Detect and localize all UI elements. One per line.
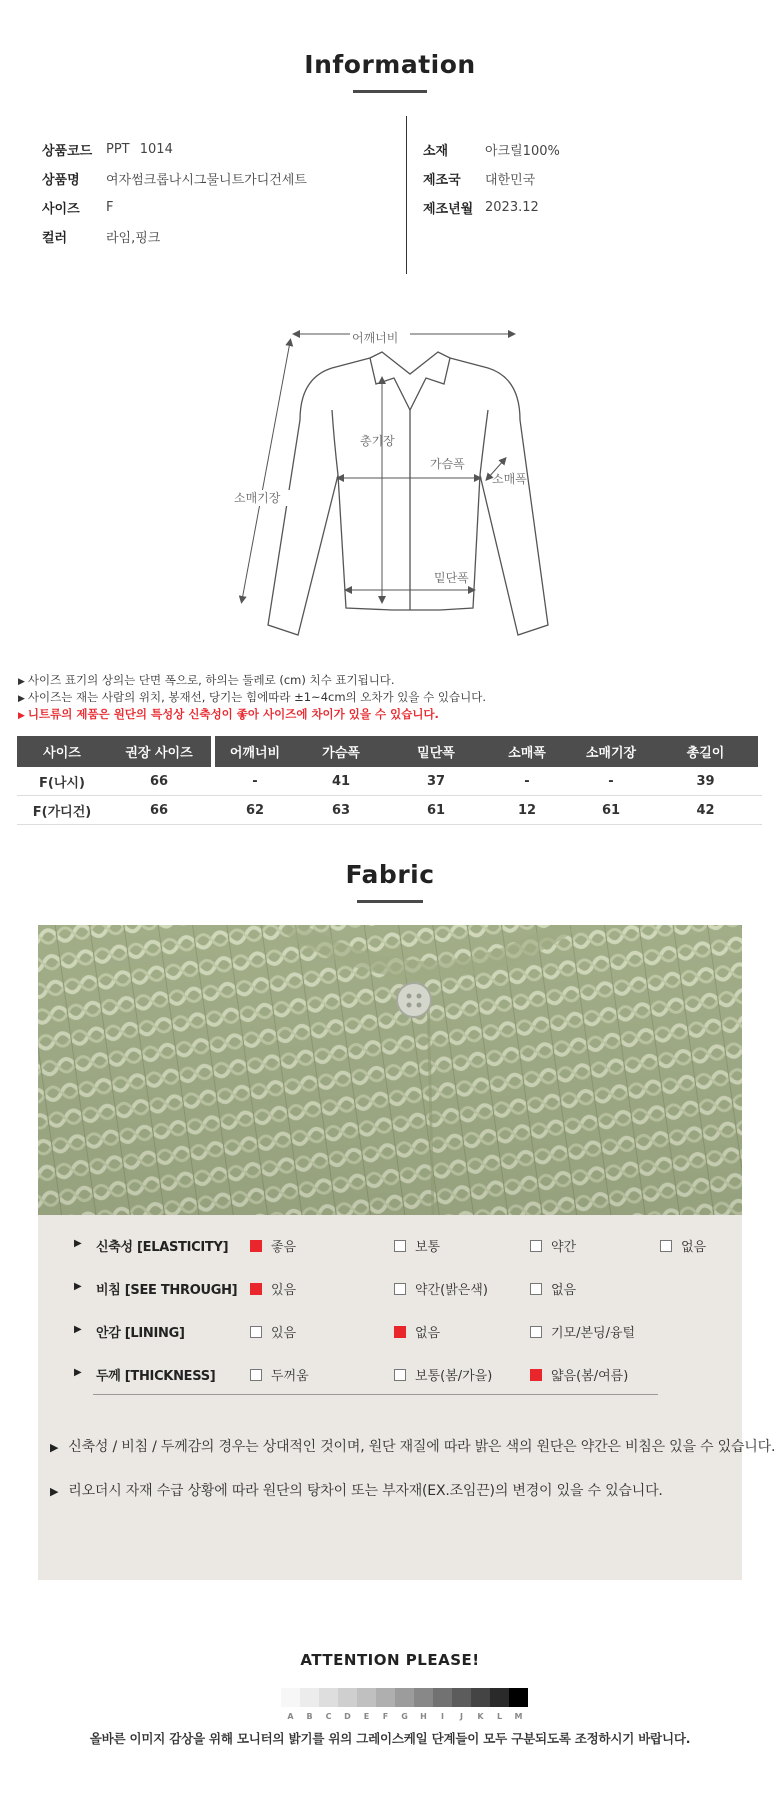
checkbox-checked: [530, 1369, 542, 1381]
label-sleeve-width: 소매폭: [492, 472, 527, 486]
fabric-knit-photo: [38, 925, 742, 1215]
label-total-length: 총기장: [360, 434, 395, 448]
info-row-size: [42, 193, 307, 222]
size-table: [17, 736, 762, 825]
grayscale-label: J: [460, 1712, 463, 1721]
grayscale-swatch: [433, 1688, 452, 1707]
fabric-option: [250, 1322, 296, 1341]
fabric-row-elasticity: [38, 1235, 742, 1255]
grayscale-labels: [281, 1712, 528, 1721]
checkbox-checked: [394, 1326, 406, 1338]
arrow-right-icon: ▶: [18, 711, 25, 721]
info-row-country: [423, 164, 560, 193]
triangle-right-icon: ▶: [74, 1281, 82, 1292]
fabric-option-label: 없음: [415, 1326, 441, 1341]
fabric-divider: [93, 1394, 658, 1395]
info-row-material: [423, 135, 560, 164]
info-value: 여자썸크롭나시그물니트가디건세트: [106, 173, 307, 188]
info-row-code: [42, 135, 307, 164]
info-value: 아크릴100%: [485, 144, 560, 159]
grayscale-label: B: [306, 1712, 313, 1721]
triangle-right-icon: ▶: [50, 1441, 59, 1454]
info-divider: [406, 116, 407, 274]
grayscale-swatch: [490, 1688, 509, 1707]
checkbox-checked: [250, 1283, 262, 1295]
triangle-right-icon: ▶: [50, 1485, 59, 1498]
size-note: [18, 689, 486, 706]
cardigan-outline-illustration: [230, 300, 560, 645]
triangle-right-icon: ▶: [74, 1238, 82, 1249]
label-hem: 밑단폭: [434, 571, 469, 585]
fabric-option-label: 기모/본딩/융털: [551, 1326, 636, 1341]
arrow-right-icon: ▶: [18, 677, 25, 687]
fabric-knit-texture: [38, 925, 742, 1215]
table-cell: 63: [331, 802, 351, 818]
grayscale-label: K: [477, 1712, 484, 1721]
fabric-option-label: 보통(봄/가을): [415, 1369, 493, 1384]
grayscale-swatch: [452, 1688, 471, 1707]
fabric-row-label: 안감 [LINING]: [96, 1326, 185, 1341]
fabric-option: [250, 1279, 296, 1298]
grayscale-swatch: [471, 1688, 490, 1707]
fabric-option-label: 얇음(봄/여름): [551, 1369, 629, 1384]
fabric-option: [394, 1365, 492, 1384]
size-note-text: 사이즈는 재는 사람의 위치, 봉재선, 당기는 힘에따라 ±1~4cm의 오차가 있을 수 있습니다.: [27, 690, 487, 704]
table-cell: F(나시): [39, 775, 85, 791]
grayscale-label: C: [325, 1712, 332, 1721]
column-header: 가슴폭: [295, 736, 387, 767]
grayscale-label: I: [441, 1712, 444, 1721]
info-key: 소재: [423, 144, 449, 159]
grayscale-bar: [281, 1688, 528, 1707]
grayscale-swatch: [281, 1688, 300, 1707]
checkbox-unchecked: [530, 1283, 542, 1295]
checkbox-unchecked: [530, 1326, 542, 1338]
information-title-underline: [353, 90, 427, 93]
table-cell: 66: [149, 802, 169, 818]
attention-note: 올바른 이미지 감상을 위해 모니터의 밝기를 위의 그레이스케일 단계들이 모두 구분되도록 조정하시기 바랍니다.: [89, 1731, 691, 1746]
grayscale-swatch: [509, 1688, 528, 1707]
grayscale-swatch: [395, 1688, 414, 1707]
grayscale-label: E: [363, 1712, 370, 1721]
fabric-option-label: 없음: [551, 1283, 577, 1298]
table-cell: -: [252, 773, 258, 789]
table-cell: 39: [696, 773, 715, 789]
fabric-note-text: 신축성 / 비침 / 두께감의 경우는 상대적인 것이며, 원단 재질에 따라 밝은 색의 원단은 약간은 비침은 있을 수 있습니다.: [68, 1439, 776, 1455]
grayscale-swatch: [357, 1688, 376, 1707]
grayscale-label: A: [287, 1712, 294, 1721]
size-note-text: 사이즈 표기의 상의는 단면 폭으로, 하의는 둘레로 (cm) 치수 표기됩니다.: [27, 673, 395, 687]
fabric-option: [530, 1365, 628, 1384]
checkbox-unchecked: [394, 1283, 406, 1295]
fabric-row-label: 비침 [SEE THROUGH]: [96, 1283, 238, 1298]
info-key: 제조년월: [423, 202, 474, 217]
fabric-row-see-through: [38, 1278, 742, 1298]
table-cell: 12: [517, 802, 537, 818]
fabric-note: [50, 1480, 663, 1500]
grayscale-label: H: [420, 1712, 427, 1721]
fabric-row-thickness: [38, 1364, 742, 1384]
table-cell: -: [608, 773, 614, 789]
checkbox-unchecked: [394, 1369, 406, 1381]
table-cell: 41: [331, 773, 351, 789]
fabric-row-label: 두께 [THICKNESS]: [96, 1369, 216, 1384]
info-right-column: [423, 135, 560, 222]
fabric-option: [394, 1279, 488, 1298]
column-header: 총길이: [653, 736, 758, 767]
column-header: 어깨너비: [215, 736, 295, 767]
column-header: 권장 사이즈: [107, 736, 211, 767]
table-row: [17, 767, 762, 796]
fabric-option-label: 약간: [551, 1240, 577, 1255]
fabric-option: [394, 1322, 440, 1341]
fabric-row-lining: [38, 1321, 742, 1341]
fabric-title-underline: [357, 900, 423, 903]
column-header: 사이즈: [17, 736, 107, 767]
fabric-option: [530, 1236, 576, 1255]
column-header: 소매기장: [569, 736, 653, 767]
button-icon: [397, 983, 431, 1017]
info-key: 사이즈: [42, 202, 80, 217]
fabric-option-label: 없음: [681, 1240, 707, 1255]
info-row-date: [423, 193, 560, 222]
size-table-header: [17, 736, 762, 767]
checkbox-unchecked: [660, 1240, 672, 1252]
triangle-right-icon: ▶: [74, 1324, 82, 1335]
size-note-text: 니트류의 제품은 원단의 특성상 신축성이 좋아 사이즈에 차이가 있을 수 있습니다.: [27, 707, 439, 721]
label-chest: 가슴폭: [430, 457, 465, 471]
checkbox-unchecked: [250, 1369, 262, 1381]
fabric-option-label: 좋음: [271, 1240, 297, 1255]
size-notes: [18, 672, 486, 723]
grayscale-label: F: [382, 1712, 389, 1721]
column-header: 소매폭: [485, 736, 569, 767]
fabric-option: [530, 1279, 576, 1298]
grayscale-swatch: [414, 1688, 433, 1707]
information-title: Information: [304, 50, 476, 79]
info-value: 2023.12: [485, 200, 539, 215]
checkbox-unchecked: [250, 1326, 262, 1338]
size-note: [18, 672, 486, 689]
checkbox-checked: [250, 1240, 262, 1252]
grayscale-swatch: [376, 1688, 395, 1707]
grayscale-label: G: [401, 1712, 408, 1721]
table-cell: 61: [601, 802, 621, 818]
table-cell: F(가디건): [32, 804, 92, 820]
fabric-row-label: 신축성 [ELASTICITY]: [96, 1240, 229, 1255]
table-cell: 61: [426, 802, 446, 818]
grayscale-swatch: [338, 1688, 357, 1707]
fabric-option: [394, 1236, 440, 1255]
size-note-warning: [18, 706, 486, 723]
info-left-column: [42, 135, 307, 251]
table-row: [17, 796, 762, 825]
fabric-option-label: 약간(밝은색): [415, 1283, 488, 1298]
grayscale-label: L: [496, 1712, 503, 1721]
attention-title: ATTENTION PLEASE!: [300, 1651, 480, 1669]
table-cell: 66: [149, 773, 169, 789]
info-value: F: [106, 200, 114, 215]
info-value: 라임,핑크: [106, 231, 161, 246]
table-cell: -: [524, 773, 530, 789]
info-key: 제조국: [423, 173, 461, 188]
table-cell: 37: [426, 773, 446, 789]
grayscale-label: M: [514, 1712, 523, 1721]
info-key: 상품명: [42, 173, 80, 188]
info-value: PPT 1014: [106, 142, 173, 157]
column-header: 밑단폭: [387, 736, 485, 767]
fabric-properties-panel: [38, 1215, 776, 1580]
fabric-option-label: 있음: [271, 1326, 297, 1341]
grayscale-swatch: [300, 1688, 319, 1707]
fabric-note-text: 리오더시 자재 수급 상황에 따라 원단의 탕차이 또는 부자재(EX.조임끈)의 변경이 있을 수 있습니다.: [68, 1483, 663, 1499]
fabric-option: [250, 1236, 296, 1255]
info-value: 대한민국: [485, 173, 536, 188]
info-key: 상품코드: [42, 144, 93, 159]
fabric-note: [50, 1436, 775, 1456]
table-cell: 62: [245, 802, 265, 818]
fabric-option: [530, 1322, 635, 1341]
info-key: 컬러: [42, 231, 68, 246]
triangle-right-icon: ▶: [74, 1367, 82, 1378]
info-row-name: [42, 164, 307, 193]
info-row-color: [42, 222, 307, 251]
checkbox-unchecked: [530, 1240, 542, 1252]
fabric-option-label: 있음: [271, 1283, 297, 1298]
table-cell: 42: [696, 802, 715, 818]
label-shoulder: 어깨너비: [352, 331, 399, 345]
fabric-option: [250, 1365, 309, 1384]
measurement-diagram: [230, 300, 560, 645]
grayscale-swatch: [319, 1688, 338, 1707]
fabric-option: [660, 1236, 706, 1255]
checkbox-unchecked: [394, 1240, 406, 1252]
fabric-option-label: 보통: [415, 1240, 441, 1255]
fabric-option-label: 두꺼움: [271, 1369, 309, 1384]
label-sleeve-length: 소매기장: [234, 491, 281, 505]
fabric-title: Fabric: [345, 860, 435, 889]
grayscale-label: D: [344, 1712, 351, 1721]
arrow-right-icon: ▶: [18, 694, 25, 704]
